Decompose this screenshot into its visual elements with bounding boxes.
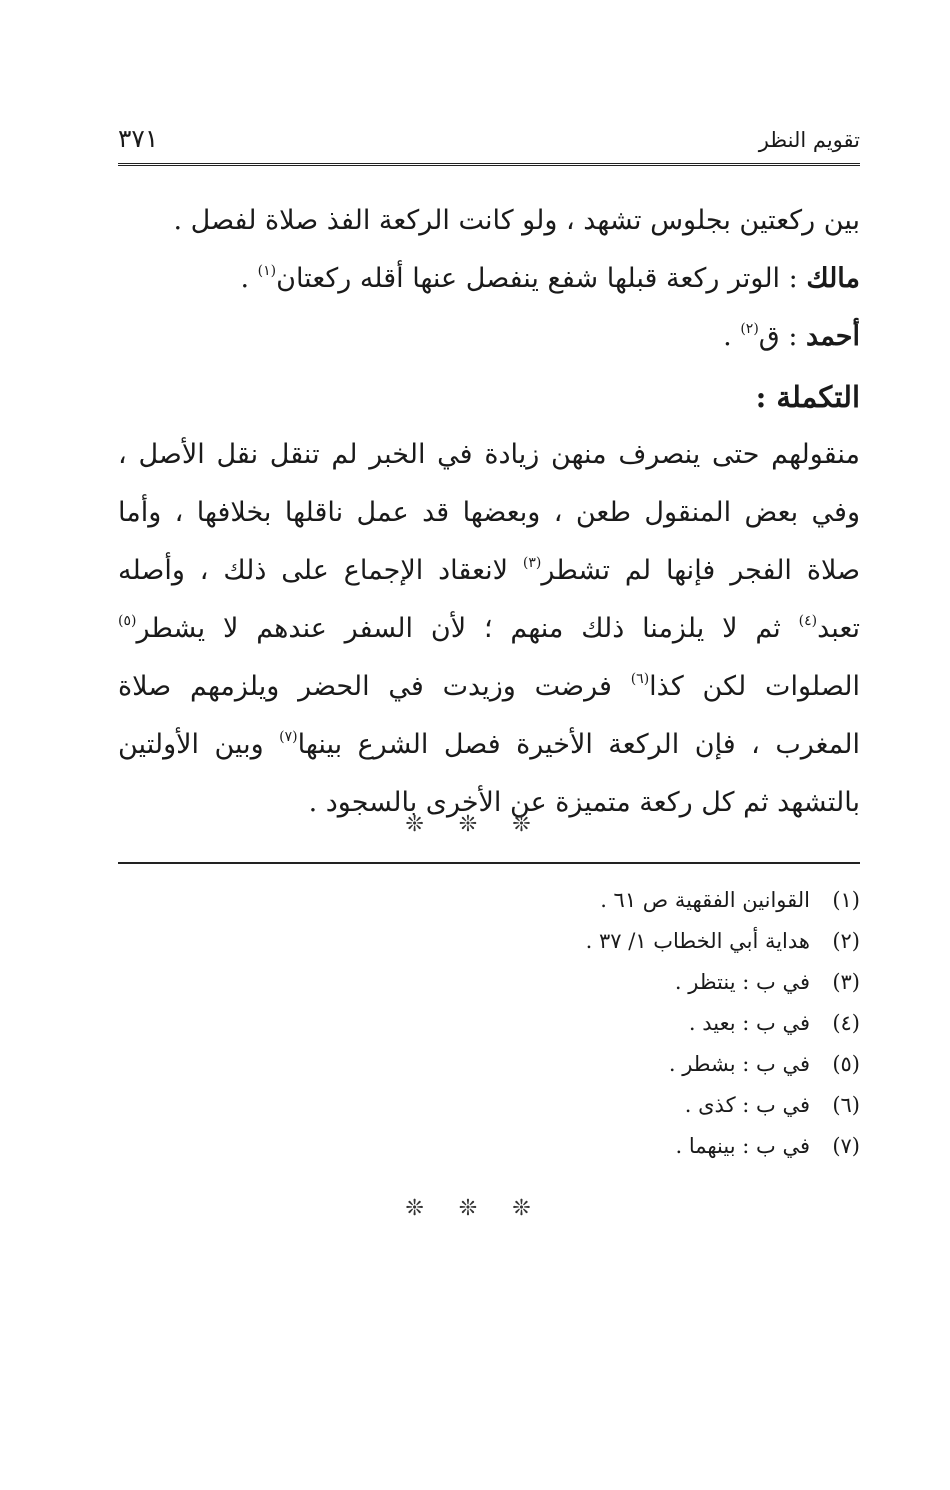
footnote-ref-5: (٥) [118,613,137,629]
para-part-f: وبين الأولتين بالتشهد ثم كل ركعة متميزة عن الأخرى بالسجود . [118,729,860,818]
footnote-ref-1: (١) [257,263,277,279]
footnote-text: القوانين الفقهية ص ٦١ . [600,888,810,912]
para-part-c: ثم لا يلزمنا ذلك منهم ؛ لأن السفر عندهم لا يشطر [136,613,799,644]
section-separator: ❊ ❊ ❊ [405,812,545,837]
footnote-number: (٢) [832,929,860,953]
text-line-1: بين ركعتين بجلوس تشهد ، ولو كانت الركعة الفذ صلاة لفصل . [173,205,860,236]
para-part-d: الصلوات لكن كذا [649,671,860,702]
footnote-rule [118,862,860,864]
footnote-text: في ب : بعيد . [688,1011,810,1035]
footnote [118,880,860,921]
footnote [118,1126,860,1167]
footnote-ref-3: (٣) [522,555,542,571]
malik-opinion [118,250,860,308]
ahmad-end: . [723,321,741,352]
ahmad-label: أحمد [806,321,860,352]
footnote-text: في ب : بشطر . [668,1052,810,1076]
footnote-ref-6: (٦) [630,671,650,687]
footnote-ref-7: (٧) [279,729,298,745]
footnote [118,962,860,1003]
footnote-number: (١) [832,888,860,912]
para-part-e: فرضت وزيدت في الحضر ويلزمهم صلاة المغرب ، فإن الركعة الأخيرة فصل الشرع بينها [118,671,860,760]
page-number: ٣٧١ [118,124,159,153]
footnote-number: (٤) [832,1011,860,1035]
footnote-ref-2: (٢) [740,321,759,337]
footnote [118,1003,860,1044]
footnote-number: (٦) [832,1093,860,1117]
footnote-text: في ب : كذى . [684,1093,810,1117]
footnote-number: (٧) [832,1134,860,1158]
para-part-a: منقولهم حتى ينصرف منهن زيادة في الخبر لم تنقل نقل الأصل ، وفي بعض المنقول طعن ، وبعضها قد عمل ناقلها بخلافها ، وأما صلاة الفجر فإنها لم تشطر [118,439,861,586]
main-text [118,192,860,832]
footnote-text: في ب : ينتظر . [674,970,810,994]
footnote-number: (٥) [832,1052,860,1076]
malik-text: : الوتر ركعة قبلها شفع ينفصل عنها أقله ركعتان [276,263,807,294]
page-header [118,118,860,158]
end-separator: ❊ ❊ ❊ [405,1196,545,1221]
footnote-text: هداية أبي الخطاب ١/ ٣٧ . [585,929,810,953]
header-rule [118,163,860,166]
footnote [118,1044,860,1085]
footnote-text: في ب : بينهما . [675,1134,810,1158]
footnote-number: (٣) [832,970,860,994]
malik-label: مالك [806,263,860,294]
footnotes [118,880,860,1167]
ahmad-opinion [118,308,860,366]
para-part-b: لانعقاد الإجماع على ذلك ، وأصله تعبد [118,555,860,644]
footnote [118,1085,860,1126]
takmila-paragraph [118,426,860,832]
footnote-ref-4: (٤) [798,613,818,629]
footnote [118,921,860,962]
running-title: تقويم النظر [758,128,860,152]
ahmad-text: : ق [758,321,807,352]
malik-end: . [240,263,258,294]
section-heading: التكملة : [755,380,860,414]
